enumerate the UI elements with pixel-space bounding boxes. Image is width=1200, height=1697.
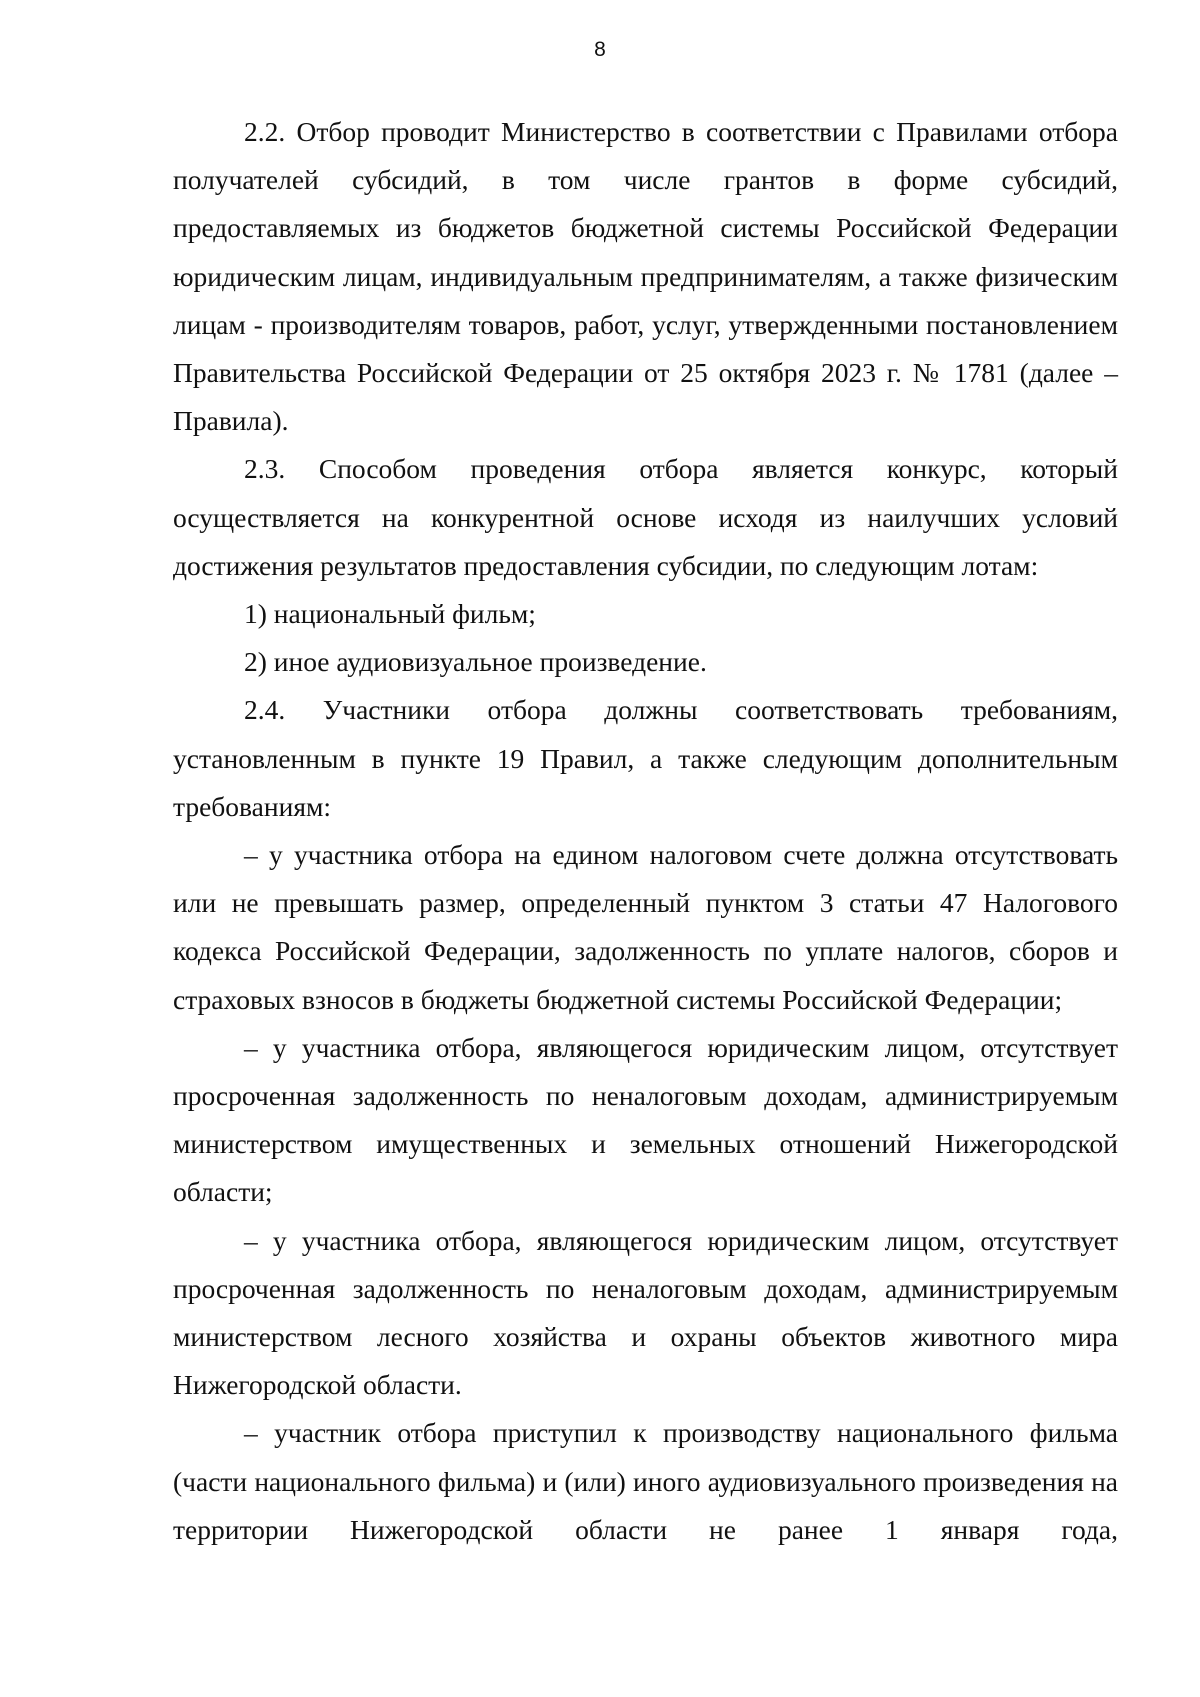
lot-item-1: 1) национальный фильм;: [244, 598, 536, 630]
requirement-tax-debt: – у участника отбора на едином налоговом счете должна отсутствовать или не превышать размер, определенный пунктом 3 статьи 47 Налогового кодекса Российской Федерации, задолженность по уплате налогов, сборов и страховых взносов в бюджеты бюджетной системы Российской Федерации;: [173, 839, 1118, 1015]
lot-item-2: 2) иное аудиовизуальное произведение.: [244, 646, 707, 678]
requirement-production-start: – участник отбора приступил к производству национального фильма (части национального фильма) и (или) иного аудиовизуального произведения на территории Нижегородской области не ранее 1 января года,: [173, 1417, 1118, 1545]
paragraph-2-3: 2.3. Способом проведения отбора является конкурс, который осуществляется на конкурентной основе исходя из наилучших условий достижения результатов предоставления субсидии, по следующим лотам:: [173, 453, 1118, 581]
requirement-forestry-ministry: – у участника отбора, являющегося юридическим лицом, отсутствует просроченная задолженность по неналоговым доходам, администрируемым министерством лесного хозяйства и охраны объектов животного мира Нижегородской области.: [173, 1224, 1118, 1401]
paragraph-2-4: 2.4. Участники отбора должны соответствовать требованиям, установленным в пункте 19 Правил, а также следующим дополнительным требованиям:: [173, 694, 1118, 822]
paragraph-2-2: 2.2. Отбор проводит Министерство в соответствии с Правилами отбора получателей субсидий, в том числе грантов в форме субсидий, предоставляемых из бюджетов бюджетной системы Российской Федерации юридическим лицам, индивидуальным предпринимателям, а также физическим лицам - производителям товаров, работ, услуг, утвержденными постановлением Правительства Российской Федерации от 25 октября 2023 г. № 1781 (далее – Правила).: [173, 116, 1118, 437]
document-body: [173, 108, 1118, 1554]
page-number: 8: [594, 38, 606, 61]
requirement-property-ministry: – у участника отбора, являющегося юридическим лицом, отсутствует просроченная задолженность по неналоговым доходам, администрируемым министерством имущественных и земельных отношений Нижегородской области;: [173, 1031, 1118, 1208]
